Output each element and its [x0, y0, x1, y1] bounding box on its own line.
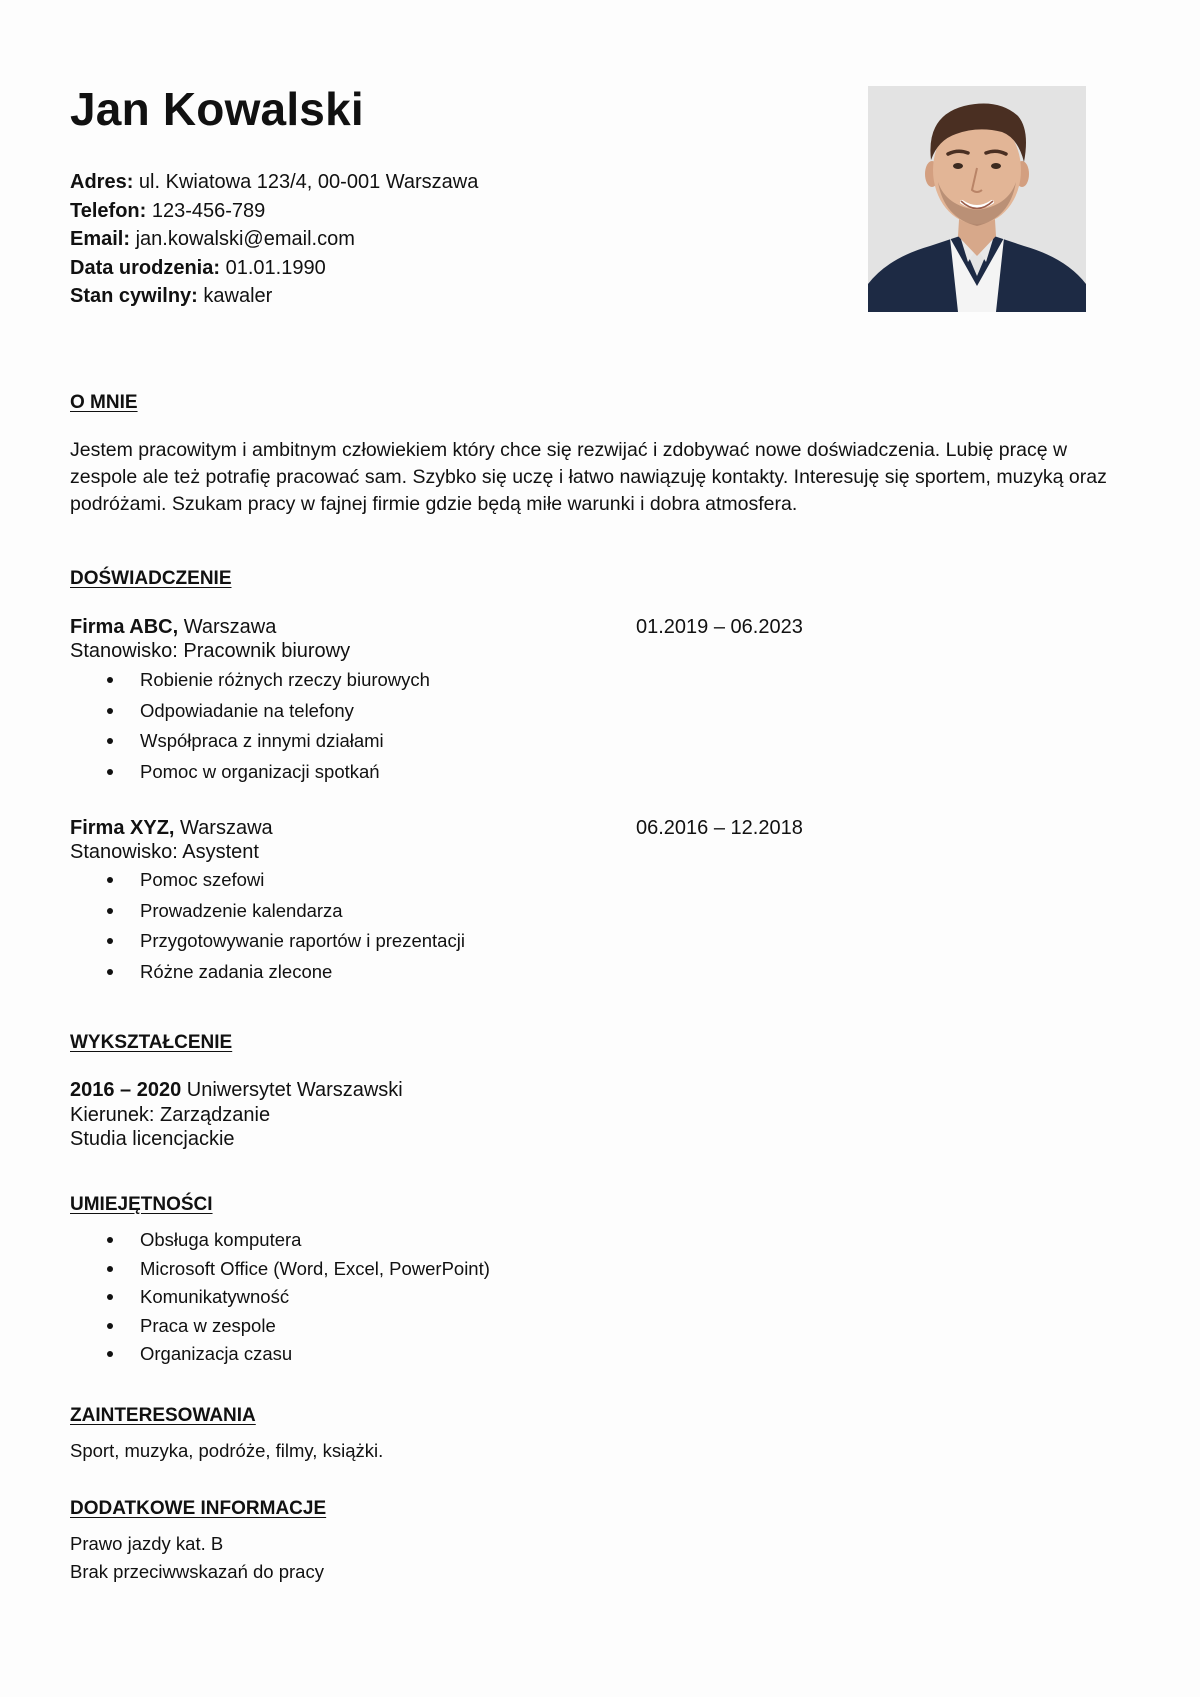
- list-item: Organizacja czasu: [70, 1340, 490, 1369]
- list-item: Microsoft Office (Word, Excel, PowerPoint): [70, 1255, 490, 1284]
- list-item: Pomoc w organizacji spotkań: [70, 757, 430, 788]
- list-item: Różne zadania zlecone: [70, 957, 465, 988]
- section-title-experience: DOŚWIADCZENIE: [70, 568, 232, 589]
- job-role: Stanowisko: Pracownik biurowy: [70, 640, 351, 662]
- job-entry-header: [70, 816, 1070, 864]
- list-item: Obsługa komputera: [70, 1226, 490, 1255]
- job-dates: 01.2019 – 06.2023: [636, 616, 803, 638]
- contact-email: Email: jan.kowalski@email.com: [70, 228, 355, 250]
- about-text: Jestem pracowitym i ambitnym człowiekiem który chce się rezwijać i zdobywać nowe doświadczenia. Lubię pracę w zespole ale też potrafię pracować sam. Szybko się uczę i łatwo nawiązuję kontakty. Interesuję się sportem, muzyką oraz podróżami. Szukam pracy w fajnej firmie gdzie będą miłe warunki i dobra atmosfera.: [70, 439, 1107, 515]
- job-duties-list: [70, 865, 465, 987]
- additional-line: Brak przeciwwskazań do pracy: [70, 1561, 324, 1582]
- contact-marital-status: Stan cywilny: kawaler: [70, 285, 273, 307]
- additional-info: [70, 1530, 324, 1586]
- job-dates: 06.2016 – 12.2018: [636, 817, 803, 839]
- job-duties-list: [70, 665, 430, 787]
- profile-photo: [868, 86, 1086, 312]
- skills-list: [70, 1226, 490, 1369]
- education-entry: [70, 1078, 403, 1152]
- candidate-name: Jan Kowalski: [70, 83, 364, 135]
- list-item: Pomoc szefowi: [70, 865, 465, 896]
- contact-birthdate: Data urodzenia: 01.01.1990: [70, 256, 326, 279]
- job-company: Firma XYZ, Warszawa: [70, 817, 273, 839]
- contact-phone: Telefon: 123-456-789: [70, 199, 266, 222]
- contact-address: Adres: ul. Kwiatowa 123/4, 00-001 Warszawa: [70, 171, 479, 193]
- job-role: Stanowisko: Asystent: [70, 841, 259, 863]
- section-title-education: WYKSZTAŁCENIE: [70, 1032, 233, 1053]
- job-company: Firma ABC, Warszawa: [70, 616, 277, 638]
- section-title-additional: DODATKOWE INFORMACJE: [70, 1498, 327, 1519]
- interests-text: Sport, muzyka, podróże, filmy, książki.: [70, 1440, 384, 1461]
- section-title-skills: UMIEJĘTNOŚCI: [70, 1194, 213, 1215]
- portrait-image: [868, 86, 1086, 312]
- contact-details: [70, 168, 478, 311]
- list-item: Komunikatywność: [70, 1283, 490, 1312]
- education-school: 2016 – 2020 Uniwersytet Warszawski: [70, 1079, 403, 1101]
- list-item: Współpraca z innymi działami: [70, 726, 430, 757]
- education-field: Kierunek: Zarządzanie: [70, 1103, 271, 1126]
- list-item: Robienie różnych rzeczy biurowych: [70, 665, 430, 696]
- section-title-about: O MNIE: [70, 392, 138, 413]
- section-title-interests: ZAINTERESOWANIA: [70, 1405, 256, 1426]
- education-degree: Studia licencjackie: [70, 1128, 235, 1150]
- list-item: Przygotowywanie raportów i prezentacji: [70, 926, 465, 957]
- list-item: Prowadzenie kalendarza: [70, 896, 465, 927]
- additional-line: Prawo jazdy kat. B: [70, 1533, 224, 1554]
- list-item: Odpowiadanie na telefony: [70, 696, 430, 727]
- job-entry-header: [70, 615, 1070, 663]
- list-item: Praca w zespole: [70, 1312, 490, 1341]
